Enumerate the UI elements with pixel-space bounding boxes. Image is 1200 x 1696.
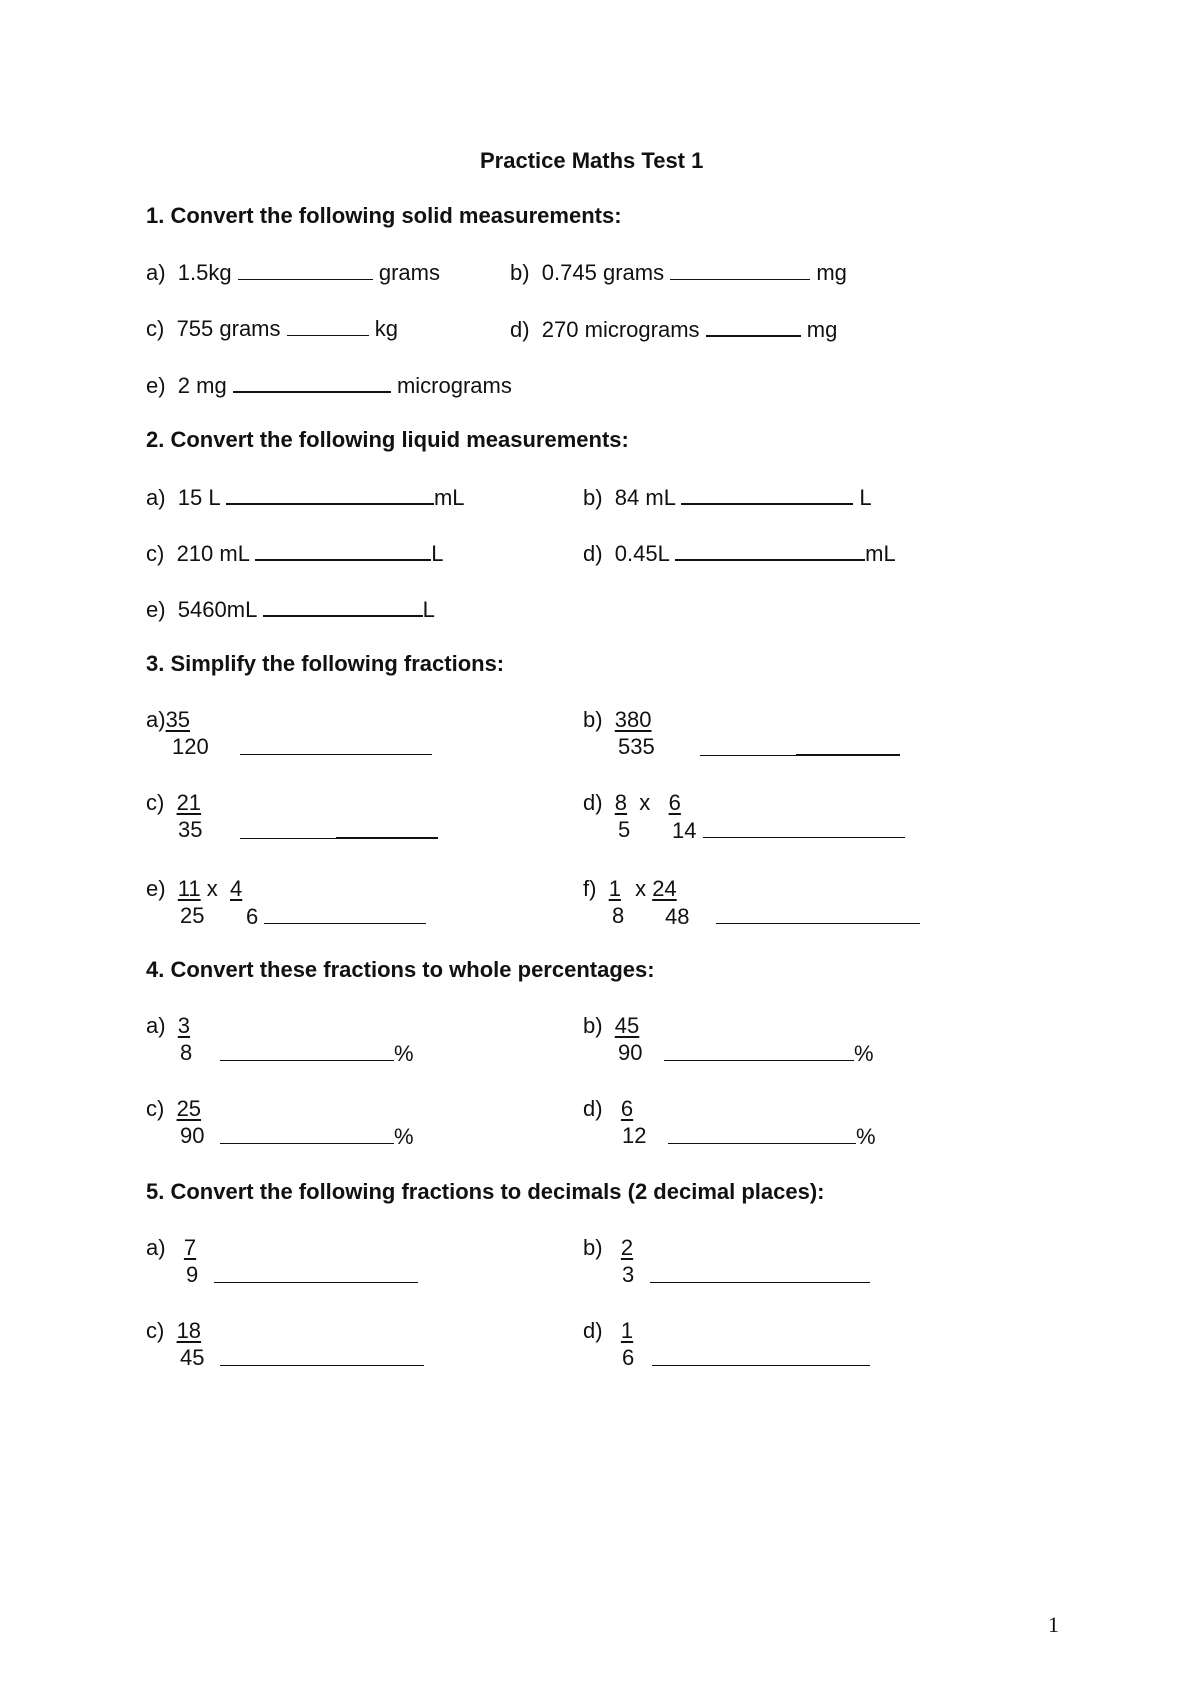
question-1-heading: 1. Convert the following solid measurements: (146, 203, 622, 228)
multiply-sign: x (639, 790, 651, 815)
fraction-denominator: 14 (672, 818, 697, 843)
q3-item-a (146, 707, 208, 733)
q5-item-a-den (186, 1262, 198, 1288)
item-suffix: L (422, 597, 435, 622)
fraction-numerator: 35 (165, 707, 191, 732)
item-prefix: 270 micrograms (541, 317, 700, 342)
q4-item-a (146, 1013, 190, 1039)
item-label: b) (583, 1235, 603, 1260)
answer-blank[interactable] (255, 539, 431, 561)
fraction-numerator: 6 (668, 790, 681, 815)
answer-blank[interactable] (675, 539, 865, 561)
q2-item-d (583, 539, 896, 567)
q4-item-d-answer (668, 1123, 876, 1150)
fraction-numerator: 380 (614, 707, 652, 732)
answer-blank[interactable] (668, 1123, 856, 1144)
q3-item-d-den (618, 817, 630, 843)
item-prefix: 755 grams (176, 316, 281, 341)
item-prefix: 2 mg (177, 373, 227, 398)
fraction-denominator: 45 (180, 1345, 205, 1370)
fraction-denominator: 35 (178, 817, 203, 842)
q1-item-d (510, 315, 837, 343)
q5-item-c-den (180, 1345, 204, 1371)
item-label: b) (583, 485, 603, 510)
q4-item-a-answer (220, 1040, 414, 1067)
item-suffix: mL (433, 485, 465, 510)
q3-item-c-den (178, 817, 202, 843)
multiply-sign: x (635, 876, 647, 901)
item-label: b) (510, 260, 530, 285)
q4-item-b-answer (664, 1040, 874, 1067)
q2-item-c (146, 539, 444, 567)
q1-item-c (146, 315, 398, 342)
item-label: d) (583, 541, 603, 566)
item-label: b) (583, 1013, 603, 1038)
question-3-heading: 3. Simplify the following fractions: (146, 651, 505, 676)
item-label: e) (146, 597, 166, 622)
fraction-denominator: 3 (622, 1262, 635, 1287)
fraction-denominator: 6 (246, 904, 259, 929)
fraction-numerator: 7 (183, 1235, 197, 1260)
item-label: e) (146, 373, 166, 398)
fraction-denominator: 90 (618, 1040, 643, 1065)
answer-blank[interactable] (670, 259, 810, 280)
q3-item-b (583, 707, 652, 733)
fraction-denominator: 90 (180, 1123, 205, 1148)
item-label: a) (146, 1235, 166, 1260)
fraction-numerator: 4 (230, 876, 243, 901)
page-number: 1 (1048, 1612, 1059, 1637)
item-prefix: 84 mL (614, 485, 676, 510)
question-5-heading: 5. Convert the following fractions to decimals (2 decimal places): (146, 1179, 825, 1204)
percent-sign: % (854, 1041, 874, 1066)
q4-item-b (583, 1013, 639, 1039)
fraction-numerator: 3 (177, 1013, 191, 1038)
page-title: Practice Maths Test 1 (480, 148, 704, 173)
q4-item-b-den (618, 1040, 642, 1066)
q3-item-b-answer (700, 734, 900, 762)
fraction-denominator: 25 (180, 903, 205, 928)
fraction-numerator: 8 (614, 790, 628, 815)
q3-item-f-den (612, 903, 624, 929)
q4-item-c-answer (220, 1123, 414, 1150)
item-suffix: L (859, 485, 872, 510)
item-suffix: micrograms (396, 373, 512, 398)
answer-blank[interactable] (664, 1040, 854, 1061)
fraction-numerator: 1 (620, 1318, 634, 1343)
item-label: a) (146, 485, 166, 510)
q3-item-b-den (618, 734, 655, 760)
item-label: d) (583, 1318, 603, 1343)
answer-blank[interactable] (796, 734, 900, 756)
multiply-sign: x (206, 876, 218, 901)
answer-blank[interactable] (706, 315, 801, 337)
item-label: c) (146, 316, 165, 341)
q3-item-e-den (180, 903, 204, 929)
answer-blank[interactable] (700, 735, 796, 756)
answer-blank[interactable] (652, 1345, 870, 1366)
item-prefix: 15 L (177, 485, 220, 510)
answer-blank[interactable] (650, 1262, 870, 1283)
answer-blank[interactable] (220, 1345, 424, 1366)
item-label: f) (583, 876, 597, 901)
fraction-denominator: 120 (172, 734, 209, 759)
q3-item-c (146, 790, 201, 816)
q5-item-c-answer (220, 1345, 424, 1372)
q5-item-b-answer (650, 1262, 870, 1289)
item-prefix: 5460mL (177, 597, 257, 622)
q4-item-a-den (180, 1040, 192, 1066)
item-suffix: kg (374, 316, 399, 341)
q2-item-e (146, 595, 435, 623)
q4-item-c (146, 1096, 201, 1122)
item-suffix: grams (378, 260, 440, 285)
q3-item-a-answer (240, 734, 432, 761)
item-label: c) (146, 790, 165, 815)
fraction-numerator: 11 (177, 876, 201, 901)
answer-blank[interactable] (238, 259, 373, 280)
q5-item-d (583, 1318, 633, 1344)
q1-item-e (146, 371, 512, 399)
fraction-numerator: 24 (652, 876, 677, 901)
q5-item-d-answer (652, 1345, 870, 1372)
answer-blank[interactable] (287, 315, 369, 336)
answer-blank[interactable] (220, 1123, 394, 1144)
item-label: d) (583, 790, 603, 815)
percent-sign: % (394, 1041, 414, 1066)
item-label: c) (146, 1096, 165, 1121)
item-prefix: 0.745 grams (541, 260, 665, 285)
item-label: c) (146, 541, 165, 566)
q5-item-b (583, 1235, 633, 1261)
q5-item-a-answer (214, 1262, 418, 1289)
q3-item-a-den (172, 734, 209, 760)
fraction-numerator: 6 (620, 1096, 634, 1121)
q5-item-c (146, 1318, 201, 1344)
q4-item-d-den (622, 1123, 646, 1149)
fraction-denominator: 8 (180, 1040, 193, 1065)
q5-item-d-den (622, 1345, 634, 1371)
answer-blank[interactable] (703, 817, 905, 838)
q3-item-d-den2 (672, 817, 905, 844)
fraction-denominator: 12 (622, 1123, 647, 1148)
fraction-denominator: 535 (618, 734, 655, 759)
answer-blank[interactable] (226, 483, 434, 505)
fraction-numerator: 1 (608, 876, 621, 901)
q2-item-b (583, 483, 872, 511)
item-label: d) (583, 1096, 603, 1121)
fraction-numerator: 21 (176, 790, 202, 815)
answer-blank[interactable] (264, 903, 426, 924)
percent-sign: % (394, 1124, 414, 1149)
item-label: e) (146, 876, 166, 901)
answer-blank[interactable] (240, 734, 432, 755)
answer-blank[interactable] (681, 483, 853, 505)
item-label: b) (583, 707, 603, 732)
q1-item-b (510, 259, 847, 286)
q4-item-c-den (180, 1123, 204, 1149)
item-suffix: mg (806, 317, 838, 342)
q4-item-d (583, 1096, 633, 1122)
item-label: a) (146, 260, 166, 285)
answer-blank[interactable] (263, 595, 423, 617)
q3-item-d (583, 790, 689, 816)
answer-blank[interactable] (240, 818, 336, 839)
percent-sign: % (856, 1124, 876, 1149)
q3-item-c-answer (240, 817, 438, 845)
item-label: a) (146, 1013, 166, 1038)
item-prefix: 0.45L (614, 541, 670, 566)
fraction-numerator: 25 (176, 1096, 202, 1121)
fraction-denominator: 6 (622, 1345, 635, 1370)
question-2-heading: 2. Convert the following liquid measurements: (146, 427, 629, 452)
answer-blank[interactable] (220, 1040, 394, 1061)
item-prefix: 210 mL (176, 541, 250, 566)
answer-blank[interactable] (233, 371, 391, 393)
fraction-numerator: 18 (176, 1318, 202, 1343)
q3-item-f-den2 (665, 903, 920, 930)
fraction-numerator: 2 (620, 1235, 634, 1260)
item-label: d) (510, 317, 530, 342)
q3-item-f (583, 876, 677, 902)
fraction-denominator: 9 (186, 1262, 199, 1287)
q5-item-a (146, 1235, 196, 1261)
q2-item-a (146, 483, 465, 511)
item-label: c) (146, 1318, 165, 1343)
q1-item-a (146, 259, 440, 286)
answer-blank[interactable] (214, 1262, 418, 1283)
answer-blank[interactable] (716, 903, 920, 924)
item-label: a) (146, 707, 166, 732)
fraction-denominator: 5 (618, 817, 631, 842)
answer-blank[interactable] (336, 817, 438, 839)
fraction-denominator: 48 (665, 904, 690, 929)
q5-item-b-den (622, 1262, 634, 1288)
item-prefix: 1.5kg (177, 260, 232, 285)
fraction-denominator: 8 (612, 903, 625, 928)
question-4-heading: 4. Convert these fractions to whole percentages: (146, 957, 655, 982)
item-suffix: mg (816, 260, 847, 285)
item-suffix: L (431, 541, 444, 566)
q3-item-e (146, 876, 242, 902)
q3-item-e-den2 (246, 903, 426, 930)
fraction-numerator: 45 (614, 1013, 640, 1038)
item-suffix: mL (865, 541, 896, 566)
